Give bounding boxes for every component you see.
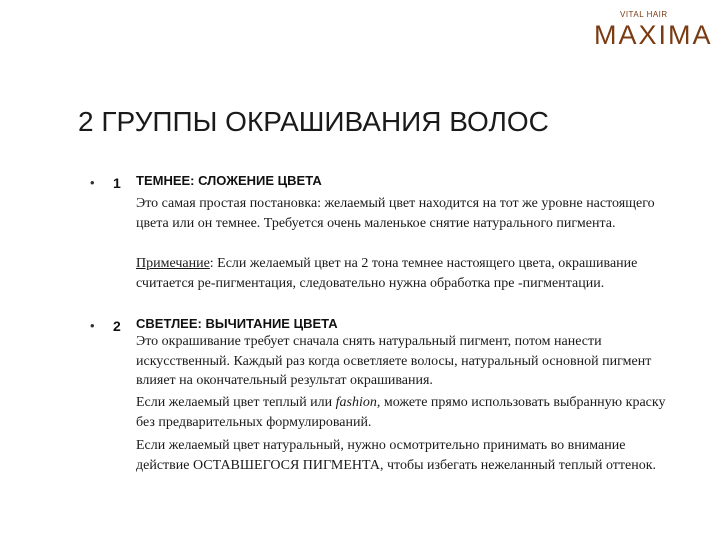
p2-start: Если желаемый цвет теплый или <box>136 395 336 410</box>
section-heading-2: СВЕТЛЕЕ: ВЫЧИТАНИЕ ЦВЕТА <box>136 316 338 331</box>
section-1-paragraph: Это самая простая постановка: желаемый цвет находится на тот же уровне настоящего цвета или он темнее. Требуется очень маленькое снятие натурального пигмента. <box>136 196 655 231</box>
logo-wordmark: MAXIMA <box>594 20 713 50</box>
section-2-paragraph-3: Если желаемый цвет натуральный, нужно осмотрительно принимать во внимание действие ОСТАВШЕГОСЯ ПИГМЕНТА, чтобы избегать нежеланный теплый оттенок. <box>136 438 657 473</box>
bullet-1: • <box>90 175 95 190</box>
section-2-paragraph-2 <box>136 393 676 432</box>
logo-tagline: VITAL HAIR <box>620 10 668 19</box>
section-number-1: 1 <box>113 175 121 191</box>
section-heading-1: ТЕМНЕЕ: СЛОЖЕНИЕ ЦВЕТА <box>136 173 322 188</box>
note-label: Примечание <box>136 256 210 271</box>
maxima-logo <box>592 8 713 52</box>
section-2-paragraph-1: Это окрашивание требует сначала снять натуральный пигмент, потом нанести искусственный. Каждый раз когда осветляете волосы, натуральный основной пигмент влияет на окончательный результат окрашивания. <box>136 334 652 388</box>
section-1-note <box>136 254 676 293</box>
bullet-2: • <box>90 318 95 333</box>
p2-fashion: fashion <box>335 395 377 410</box>
page-title: 2 ГРУППЫ ОКРАШИВАНИЯ ВОЛОС <box>78 106 549 137</box>
p2-end: , можете прямо использовать выбранную краску без предварительных формулирований. <box>136 395 666 430</box>
note-text: : Если желаемый цвет на 2 тона темнее настоящего цвета, окрашивание считается ре-пигментация, следовательно нужна обработка пре -пигментации. <box>136 256 638 291</box>
section-number-2: 2 <box>113 318 121 334</box>
